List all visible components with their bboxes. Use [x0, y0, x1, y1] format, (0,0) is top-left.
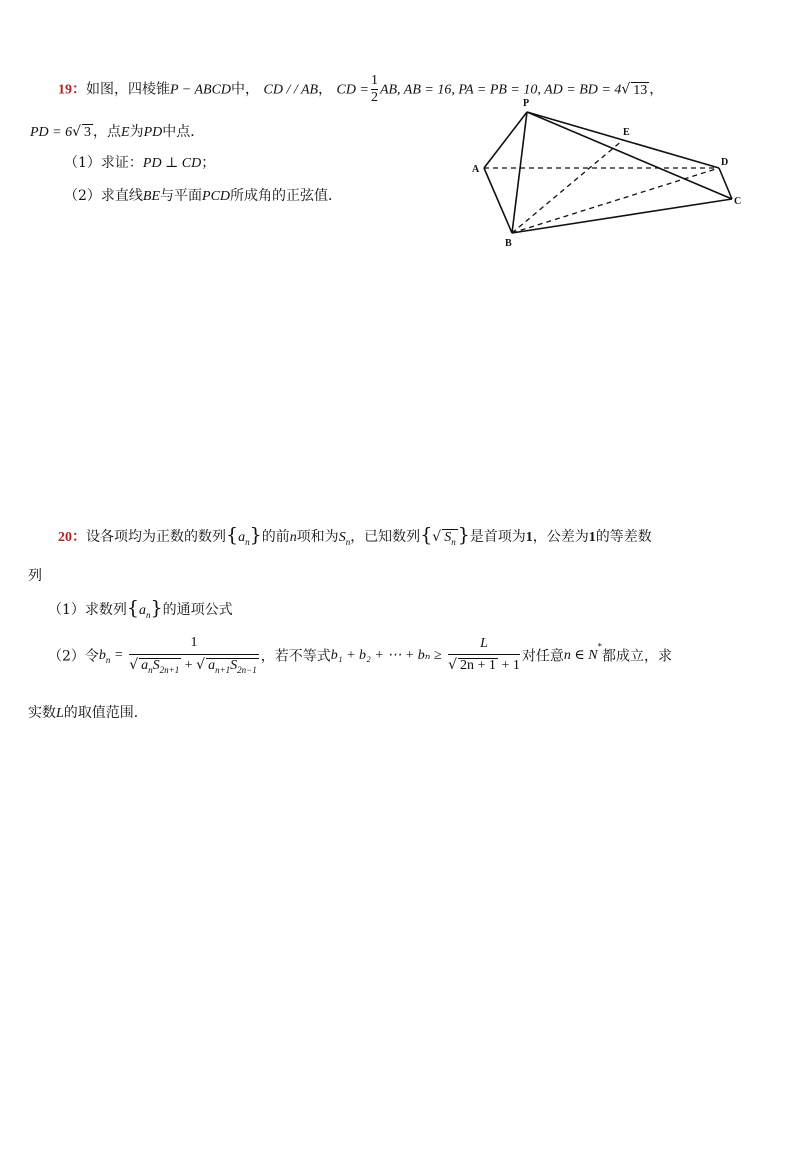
q20-part1: （1）求数列$\{a_n\}$的通项公式 [48, 597, 233, 620]
q20-line2: 列 [28, 568, 42, 584]
q19-number: 19： [58, 82, 86, 98]
q19-parallel: CD / / AB [263, 82, 319, 98]
bn-fraction: $\frac{1}{√ a_nS_{2n+1} + √ a_{n+1}S_{2n-1}}$ [129, 635, 257, 675]
label-d: D [721, 157, 729, 168]
q19-line1: 19：如图，四棱锥P − ABCD中， CD / / AB， CD = $\frac{1}{2}$ AB, AB = 16, PA = PB = 10, AD = BD = 4√ 13 ， [58, 73, 664, 105]
q19-pyramid: P − ABCD [170, 82, 232, 98]
sum-inequality: b₁ + b₂ + ⋯ + bₙ ≥ [330, 647, 442, 663]
q19-line2: PD = 6√ 3 ，点E为PD中点． [30, 124, 205, 140]
edge-ab [484, 168, 512, 233]
pyramid-figure [470, 95, 745, 250]
edge-pc [527, 112, 732, 199]
label-c: C [734, 196, 742, 207]
edge-bd-hidden [512, 168, 719, 233]
rhs-fraction: $\frac{L}{√ 2n + 1 + 1}$ [448, 635, 520, 674]
q19-part1: （1）求证：PD ⊥ CD； [64, 155, 216, 171]
q20-part2: （2）令$b_n$ = $\frac{1}{√ a_nS_{2n+1} + √ a_{n+1}S_{2n-1}}$ ，若不等式b₁ + b₂ + ⋯ + bₙ ≥ $\frac{L}{√ 2n + 1 + 1}$ 对任意n ∈ N*都成立，求 [48, 635, 673, 675]
q19-half-fraction: $\frac{1}{2}$ [370, 73, 378, 105]
q20-line1: 20：设各项均为正数的数列$\{a_n\}$的前n项和为$S_n$，已知数列{√ $S_n$ }是首项为1，公差为1的等差数 [58, 524, 652, 547]
label-a: A [472, 164, 480, 175]
label-e: E [623, 127, 630, 138]
edge-bc [512, 199, 732, 233]
q19-conditions: AB, AB = 16, PA = PB = 10, AD = BD = 4 [379, 82, 622, 98]
q20-number: 20： [58, 530, 86, 545]
label-p: P [523, 98, 530, 109]
edge-pb [512, 112, 527, 233]
label-b: B [505, 238, 512, 249]
q19-part2: （2）求直线BE与平面PCD所成角的正弦值． [64, 188, 343, 204]
q20-line-last: 实数L的取值范围． [28, 705, 148, 721]
q19-intro: 如图，四棱锥 [86, 81, 170, 98]
